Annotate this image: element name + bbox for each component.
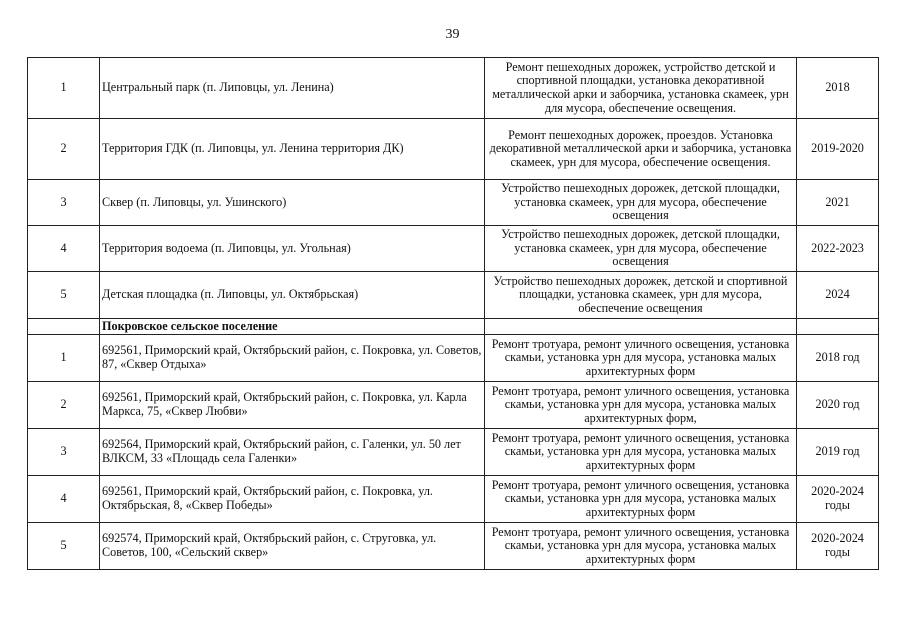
works-description: Ремонт тротуара, ремонт уличного освещения, установка скамьи, установка урн для мусора, установка малых архитектурных форм	[485, 429, 797, 476]
object-name: Центральный парк (п. Липовцы, ул. Ленина)	[100, 58, 485, 119]
table-row	[28, 58, 879, 119]
empty-cell	[485, 319, 797, 335]
table-row	[28, 382, 879, 429]
year-cell: 2018	[797, 58, 879, 119]
year-cell: 2020-2024 годы	[797, 523, 879, 570]
works-description: Ремонт тротуара, ремонт уличного освещения, установка скамьи, установка урн для мусора, установка малых архитектурных форм	[485, 476, 797, 523]
row-number: 3	[28, 429, 100, 476]
works-description: Устройство пешеходных дорожек, детской площадки, установка скамеек, урн для мусора, обеспечение освещения	[485, 226, 797, 272]
object-address: 692564, Приморский край, Октябрьский район, с. Галенки, ул. 50 лет ВЛКСМ, 33 «Площадь села Галенки»	[100, 429, 485, 476]
table-row	[28, 335, 879, 382]
works-description: Ремонт тротуара, ремонт уличного освещения, установка скамьи, установка урн для мусора, установка малых архитектурных форм	[485, 335, 797, 382]
row-number: 3	[28, 180, 100, 226]
table-row	[28, 226, 879, 272]
row-number: 1	[28, 58, 100, 119]
object-name: Сквер (п. Липовцы, ул. Ушинского)	[100, 180, 485, 226]
works-description: Устройство пешеходных дорожек, детской и спортивной площадки, установка скамеек, урн для мусора, обеспечение освещения	[485, 272, 797, 319]
table-row	[28, 476, 879, 523]
table-row	[28, 429, 879, 476]
table-row	[28, 272, 879, 319]
year-cell: 2019-2020	[797, 119, 879, 180]
works-description: Ремонт пешеходных дорожек, устройство детской и спортивной площадки, установка декоративной металлической арки и заборчика, установка скамеек, урн для мусора, обеспечение освещения.	[485, 58, 797, 119]
year-cell: 2020 год	[797, 382, 879, 429]
table-row	[28, 523, 879, 570]
row-number: 4	[28, 476, 100, 523]
row-number: 1	[28, 335, 100, 382]
row-number: 5	[28, 272, 100, 319]
object-address: 692561, Приморский край, Октябрьский район, с. Покровка, ул. Октябрьская, 8, «Сквер Победы»	[100, 476, 485, 523]
table-row	[28, 180, 879, 226]
object-name: Детская площадка (п. Липовцы, ул. Октябрьская)	[100, 272, 485, 319]
works-description: Ремонт тротуара, ремонт уличного освещения, установка скамьи, установка урн для мусора, установка малых архитектурных форм	[485, 523, 797, 570]
section-row	[28, 319, 879, 335]
year-cell: 2019 год	[797, 429, 879, 476]
row-number: 2	[28, 119, 100, 180]
row-number: 4	[28, 226, 100, 272]
object-name: Территория ГДК (п. Липовцы, ул. Ленина территория ДК)	[100, 119, 485, 180]
year-cell: 2018 год	[797, 335, 879, 382]
empty-cell	[28, 319, 100, 335]
works-description: Устройство пешеходных дорожек, детской площадки, установка скамеек, урн для мусора, обеспечение освещения	[485, 180, 797, 226]
row-number: 5	[28, 523, 100, 570]
page-number: 39	[445, 27, 460, 42]
year-cell: 2022-2023	[797, 226, 879, 272]
year-cell: 2024	[797, 272, 879, 319]
year-cell: 2020-2024 годы	[797, 476, 879, 523]
improvement-table	[27, 57, 879, 570]
object-address: 692574, Приморский край, Октябрьский район, с. Струговка, ул. Советов, 100, «Сельский сквер»	[100, 523, 485, 570]
object-address: 692561, Приморский край, Октябрьский район, с. Покровка, ул. Советов, 87, «Сквер Отдыха»	[100, 335, 485, 382]
section-title: Покровское сельское поселение	[100, 319, 485, 335]
empty-cell	[797, 319, 879, 335]
works-description: Ремонт пешеходных дорожек, проездов. Установка декоративной металлической арки и заборчика, установка скамеек, урн для мусора, обеспечение освещения.	[485, 119, 797, 180]
object-address: 692561, Приморский край, Октябрьский район, с. Покровка, ул. Карла Маркса, 75, «Сквер Любви»	[100, 382, 485, 429]
year-cell: 2021	[797, 180, 879, 226]
object-name: Территория водоема (п. Липовцы, ул. Угольная)	[100, 226, 485, 272]
row-number: 2	[28, 382, 100, 429]
works-description: Ремонт тротуара, ремонт уличного освещения, установка скамьи, установка урн для мусора, установка малых архитектурных форм,	[485, 382, 797, 429]
table-row	[28, 119, 879, 180]
